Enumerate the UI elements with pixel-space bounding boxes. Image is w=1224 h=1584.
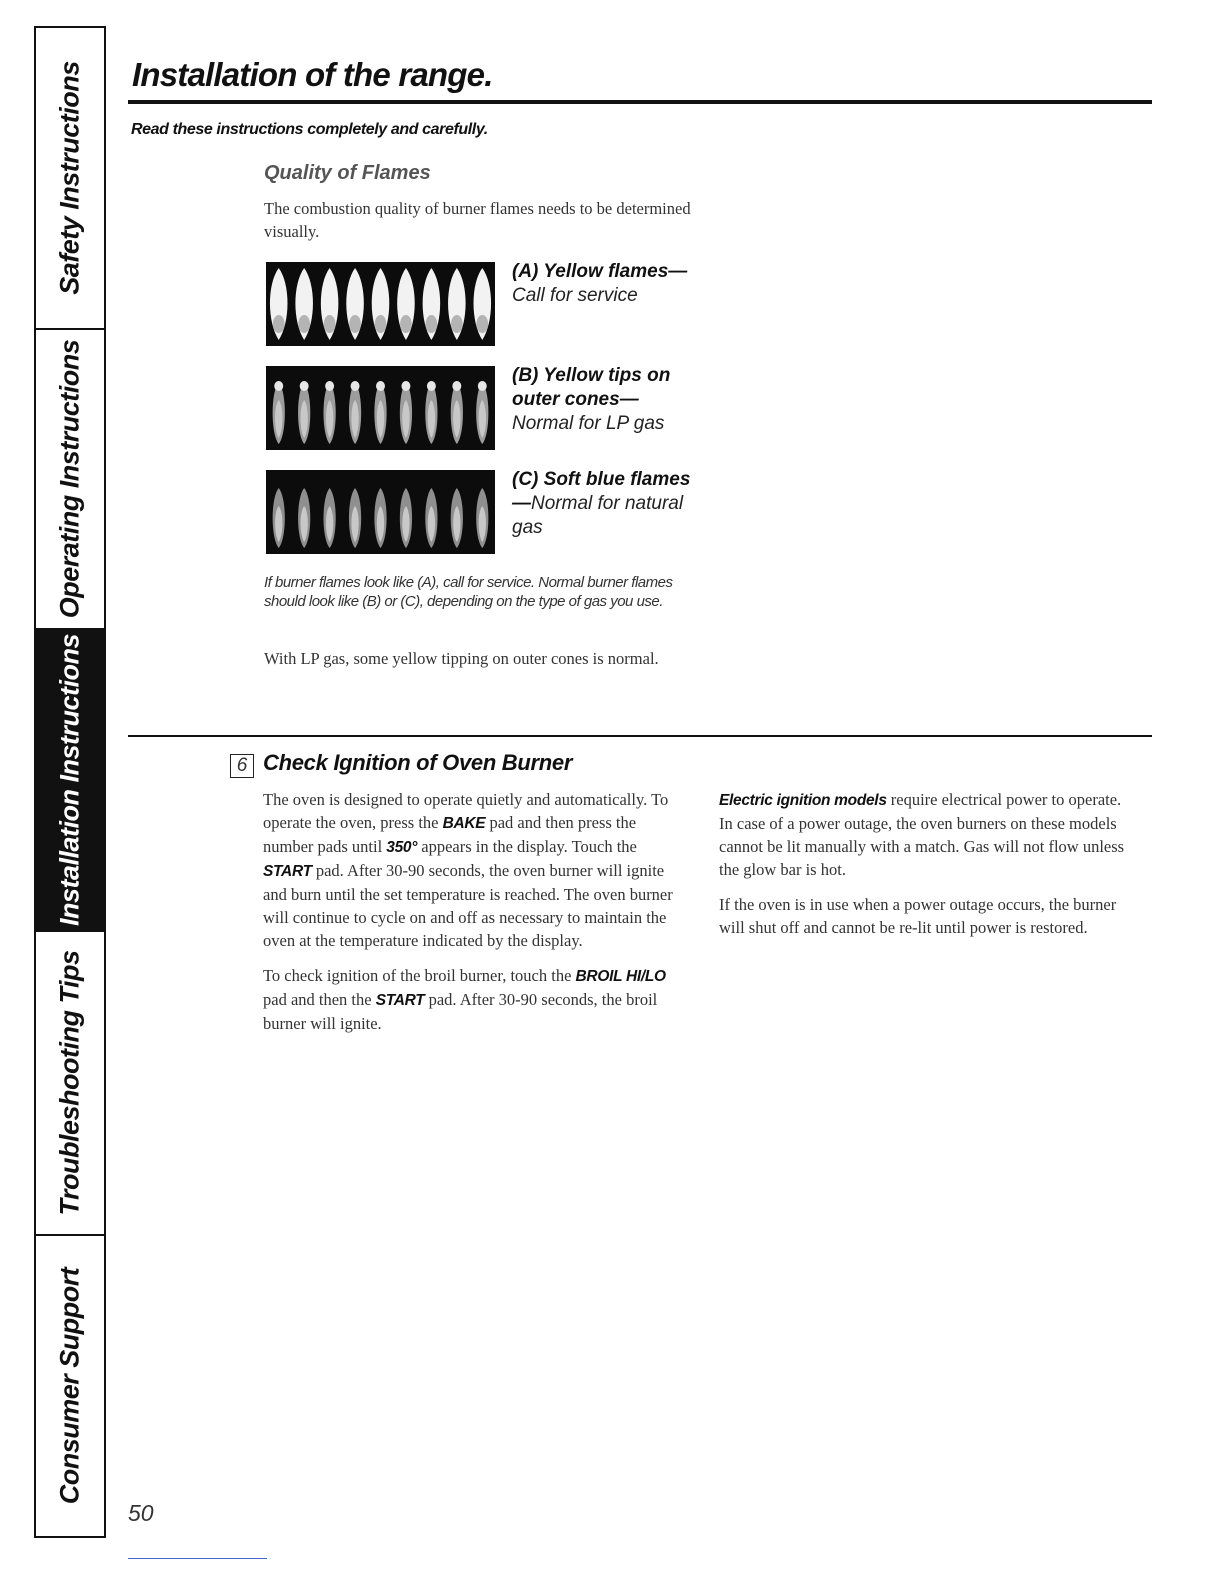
flame-caption-b — [512, 364, 682, 436]
side-tab-nav — [34, 26, 106, 1538]
yellow-tip-shape — [478, 381, 487, 391]
temperature-keyword: 350° — [386, 839, 418, 856]
bake-pad-keyword: BAKE — [442, 815, 486, 832]
flame-row-c — [273, 488, 489, 548]
yellow-tip-shape — [300, 381, 309, 391]
flame-base-dither — [451, 315, 463, 333]
yellow-tip-shape — [325, 381, 334, 391]
tab-consumer-support[interactable] — [36, 1236, 104, 1536]
flame-base-dither — [426, 315, 438, 333]
flame-base-dither — [298, 315, 310, 333]
section-heading-quality-of-flames: Quality of Flames — [264, 162, 431, 184]
page-number: 50 — [128, 1500, 154, 1526]
flame-base-dither — [400, 315, 412, 333]
yellow-tip-shape — [351, 381, 360, 391]
page-subtitle: Read these instructions completely and carefully. — [131, 121, 488, 138]
broil-pad-keyword: BROIL HI/LO — [575, 968, 666, 985]
flames-a-svg — [266, 262, 495, 346]
flames-c-svg — [266, 470, 495, 554]
section-divider — [128, 735, 1152, 737]
lp-gas-note: With LP gas, some yellow tipping on outer cones is normal. — [264, 649, 659, 668]
ignition-paragraph-4: If the oven is in use when a power outage occurs, the burner will shut off and cannot be re-lit until power is restored. — [719, 895, 1117, 937]
electric-ignition-keyword: Electric ignition models — [719, 792, 887, 809]
tab-label: Operating Instructions — [54, 339, 85, 619]
tab-label: Consumer Support — [54, 1267, 85, 1505]
flame-base-dither — [476, 315, 488, 333]
text-run: pad. After 30-90 seconds, the oven burner will ignite and burn until the set temperature is reached. The oven burner will continue to cycle on and off as necessary to maintain the oven at the temperature indicated by the display. — [263, 861, 673, 950]
text-run: pad and then press the number pads until — [263, 813, 637, 856]
flame-base-dither — [375, 315, 387, 333]
flame-caption-c — [512, 468, 692, 540]
yellow-flames-image — [266, 262, 495, 346]
yellow-tip-shape — [401, 381, 410, 391]
flame-base-dither — [324, 315, 336, 333]
flame-note: If burner flames look like (A), call for service. Normal burner flames should look like (B) or (C), depending on the type of gas you use. — [264, 574, 673, 610]
text-run: To check ignition of the broil burner, touch the — [263, 966, 572, 985]
flame-caption-a — [512, 260, 702, 308]
tab-installation-instructions[interactable] — [36, 630, 104, 932]
tab-safety-instructions[interactable] — [36, 28, 104, 330]
tab-label: Troubleshooting Tips — [54, 950, 85, 1216]
tab-troubleshooting-tips[interactable] — [36, 932, 104, 1236]
flame-row-b — [273, 381, 489, 444]
yellow-tip-shape — [376, 381, 385, 391]
flame-label-c: (C) Soft blue flames— — [512, 469, 691, 514]
ignition-paragraph-2 — [263, 964, 683, 1035]
start-pad-keyword: START — [375, 992, 425, 1009]
ignition-paragraph-3 — [719, 788, 1139, 881]
quality-intro-text: The combustion quality of burner flames needs to be determined visually. — [264, 199, 691, 241]
ignition-paragraph-1 — [263, 788, 683, 952]
ignition-right-column — [719, 788, 1139, 951]
flame-desc-c: Normal for natural gas — [512, 493, 684, 538]
flame-row-a — [270, 268, 491, 340]
tab-label: Installation Instructions — [54, 633, 85, 927]
text-run: pad. After 30-90 seconds, the broil burner will ignite. — [263, 990, 658, 1033]
text-run: The oven is designed to operate quietly and automatically. To operate the oven, press the — [263, 790, 669, 832]
flame-desc-b: Normal for LP gas — [512, 413, 665, 434]
footer-line — [128, 1558, 267, 1559]
flame-desc-a: Call for service — [512, 285, 638, 306]
flames-b-svg — [266, 366, 495, 450]
flame-label-a: (A) Yellow flames— — [512, 261, 688, 282]
ignition-left-column — [263, 788, 683, 1047]
yellow-tip-shape — [452, 381, 461, 391]
yellow-tip-shape — [274, 381, 283, 391]
text-run: pad and then the — [263, 990, 372, 1009]
start-pad-keyword: START — [263, 863, 312, 880]
flame-label-b: (B) Yellow tips on outer cones— — [512, 365, 671, 410]
page-title: Installation of the range. — [132, 56, 493, 93]
flame-base-dither — [273, 315, 285, 333]
yellow-tips-flames-image — [266, 366, 495, 450]
title-rule — [128, 100, 1152, 104]
section-heading-check-ignition: Check Ignition of Oven Burner — [263, 750, 573, 775]
tab-label: Safety Instructions — [54, 61, 85, 295]
soft-blue-flames-image — [266, 470, 495, 554]
tab-operating-instructions[interactable] — [36, 330, 104, 630]
text-run: appears in the display. Touch the — [421, 837, 637, 856]
flame-base-dither — [349, 315, 361, 333]
yellow-tip-shape — [427, 381, 436, 391]
step-number-box: 6 — [230, 754, 254, 778]
text-run: require electrical power to operate. In case of a power outage, the oven burners on these models cannot be lit manually with a match. Gas will not flow unless the glow bar is hot. — [719, 790, 1125, 879]
